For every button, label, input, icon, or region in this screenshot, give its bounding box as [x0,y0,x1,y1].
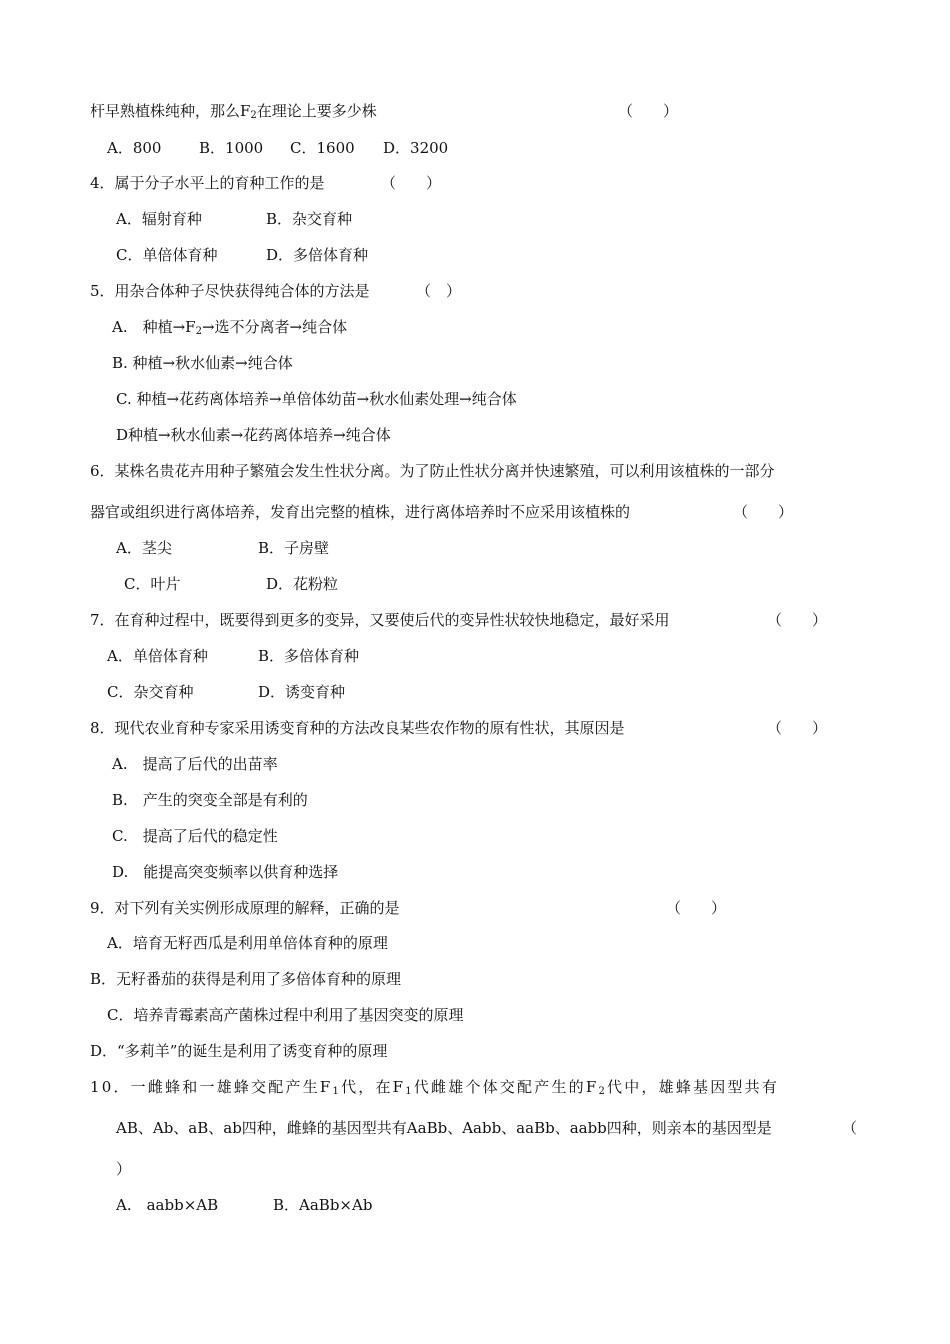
q3-option-c: C．1600 [290,139,355,157]
q9-option-a: A．培育无籽西瓜是利用单倍体育种的原理 [107,934,388,952]
q6-option-b: B．子房壁 [258,539,330,557]
q3-option-d: D．3200 [383,139,449,157]
q6-stem-line1: 6．某株名贵花卉用种子繁殖会发生性状分离。为了防止性状分离并快速繁殖，可以利用该植株的一部分 [90,462,775,480]
q10-option-b: B．AaBb×Ab [273,1196,373,1214]
q5-option-c: C. 种植→花药离体培养→单倍体幼苗→秋水仙素处理→纯合体 [116,390,517,408]
q5-option-d: D种植→秋水仙素→花药离体培养→纯合体 [116,426,391,444]
q7-option-c: C．杂交育种 [107,683,194,701]
q4-answer-bracket: （ ） [381,174,442,192]
q4-option-b: B．杂交育种 [266,210,353,228]
q4-option-a: A．辐射育种 [116,210,202,228]
q7-stem: 7．在育种过程中，既要得到更多的变异，又要使后代的变异性状较快地稳定，最好采用 [90,611,670,629]
q9-option-d: D．“多莉羊”的诞生是利用了诱变育种的原理 [90,1042,388,1060]
q9-answer-bracket: （ ） [666,899,727,917]
q5-option-b: B. 种植→秋水仙素→纯合体 [112,354,293,372]
q10-answer-bracket-open: （ [842,1119,858,1137]
q5-stem: 5．用杂合体种子尽快获得纯合体的方法是 [90,282,370,300]
q8-stem: 8．现代农业育种专家采用诱变育种的方法改良某些农作物的原有性状，其原因是 [90,719,625,737]
q8-option-c: C. 提高了后代的稳定性 [112,827,278,845]
q7-option-a: A．单倍体育种 [107,647,208,665]
q7-option-d: D．诱变育种 [258,683,346,701]
q5-answer-bracket: （ ） [416,282,462,300]
q3-answer-bracket: （ ） [618,102,679,120]
q8-option-a: A. 提高了后代的出苗率 [112,755,278,773]
q10-stem-line2: AB、Ab、aB、ab四种，雌蜂的基因型共有AaBb、Aabb、aaBb、aabb四种，则亲本的基因型是 [116,1119,772,1137]
q7-option-b: B．多倍体育种 [258,647,360,665]
q10-stem-line1: 10．一雌蜂和一雄蜂交配产生$F_1$代，在$F_1$代雌雄个体交配产生的$F_2$代中，雄蜂基因型共有 [90,1078,780,1097]
q3-option-b: B．1000 [199,139,264,157]
q9-stem: 9．对下列有关实例形成原理的解释，正确的是 [90,899,400,917]
q3-stem: 杆早熟植株纯种，那么$F_2$在理论上要多少株 [90,102,377,121]
q6-option-a: A．茎尖 [116,539,172,557]
q5-option-a: A. 种植$\to F_2\to$选不分离者→纯合体 [112,318,348,337]
q6-answer-bracket: （ ） [733,503,794,521]
q8-option-d: D. 能提高突变频率以供育种选择 [112,863,339,881]
q3-option-a: A．800 [107,139,162,157]
q7-answer-bracket: （ ） [767,611,828,629]
q10-option-a: A. aabb×AB [116,1196,219,1214]
q8-answer-bracket: （ ） [767,719,828,737]
q6-option-c: C．叶片 [124,575,181,593]
q10-answer-bracket-close: ） [116,1160,132,1178]
q8-option-b: B. 产生的突变全部是有利的 [112,791,308,809]
q9-option-c: C．培养青霉素高产菌株过程中利用了基因突变的原理 [107,1006,464,1024]
q6-option-d: D．花粉粒 [266,575,339,593]
q4-stem: 4．属于分子水平上的育种工作的是 [90,174,325,192]
q6-stem-line2: 器官或组织进行离体培养，发育出完整的植株，进行离体培养时不应采用该植株的 [90,503,631,521]
q9-option-b: B．无籽番茄的获得是利用了多倍体育种的原理 [90,970,402,988]
q4-option-c: C．单倍体育种 [116,246,218,264]
q4-option-d: D．多倍体育种 [266,246,369,264]
